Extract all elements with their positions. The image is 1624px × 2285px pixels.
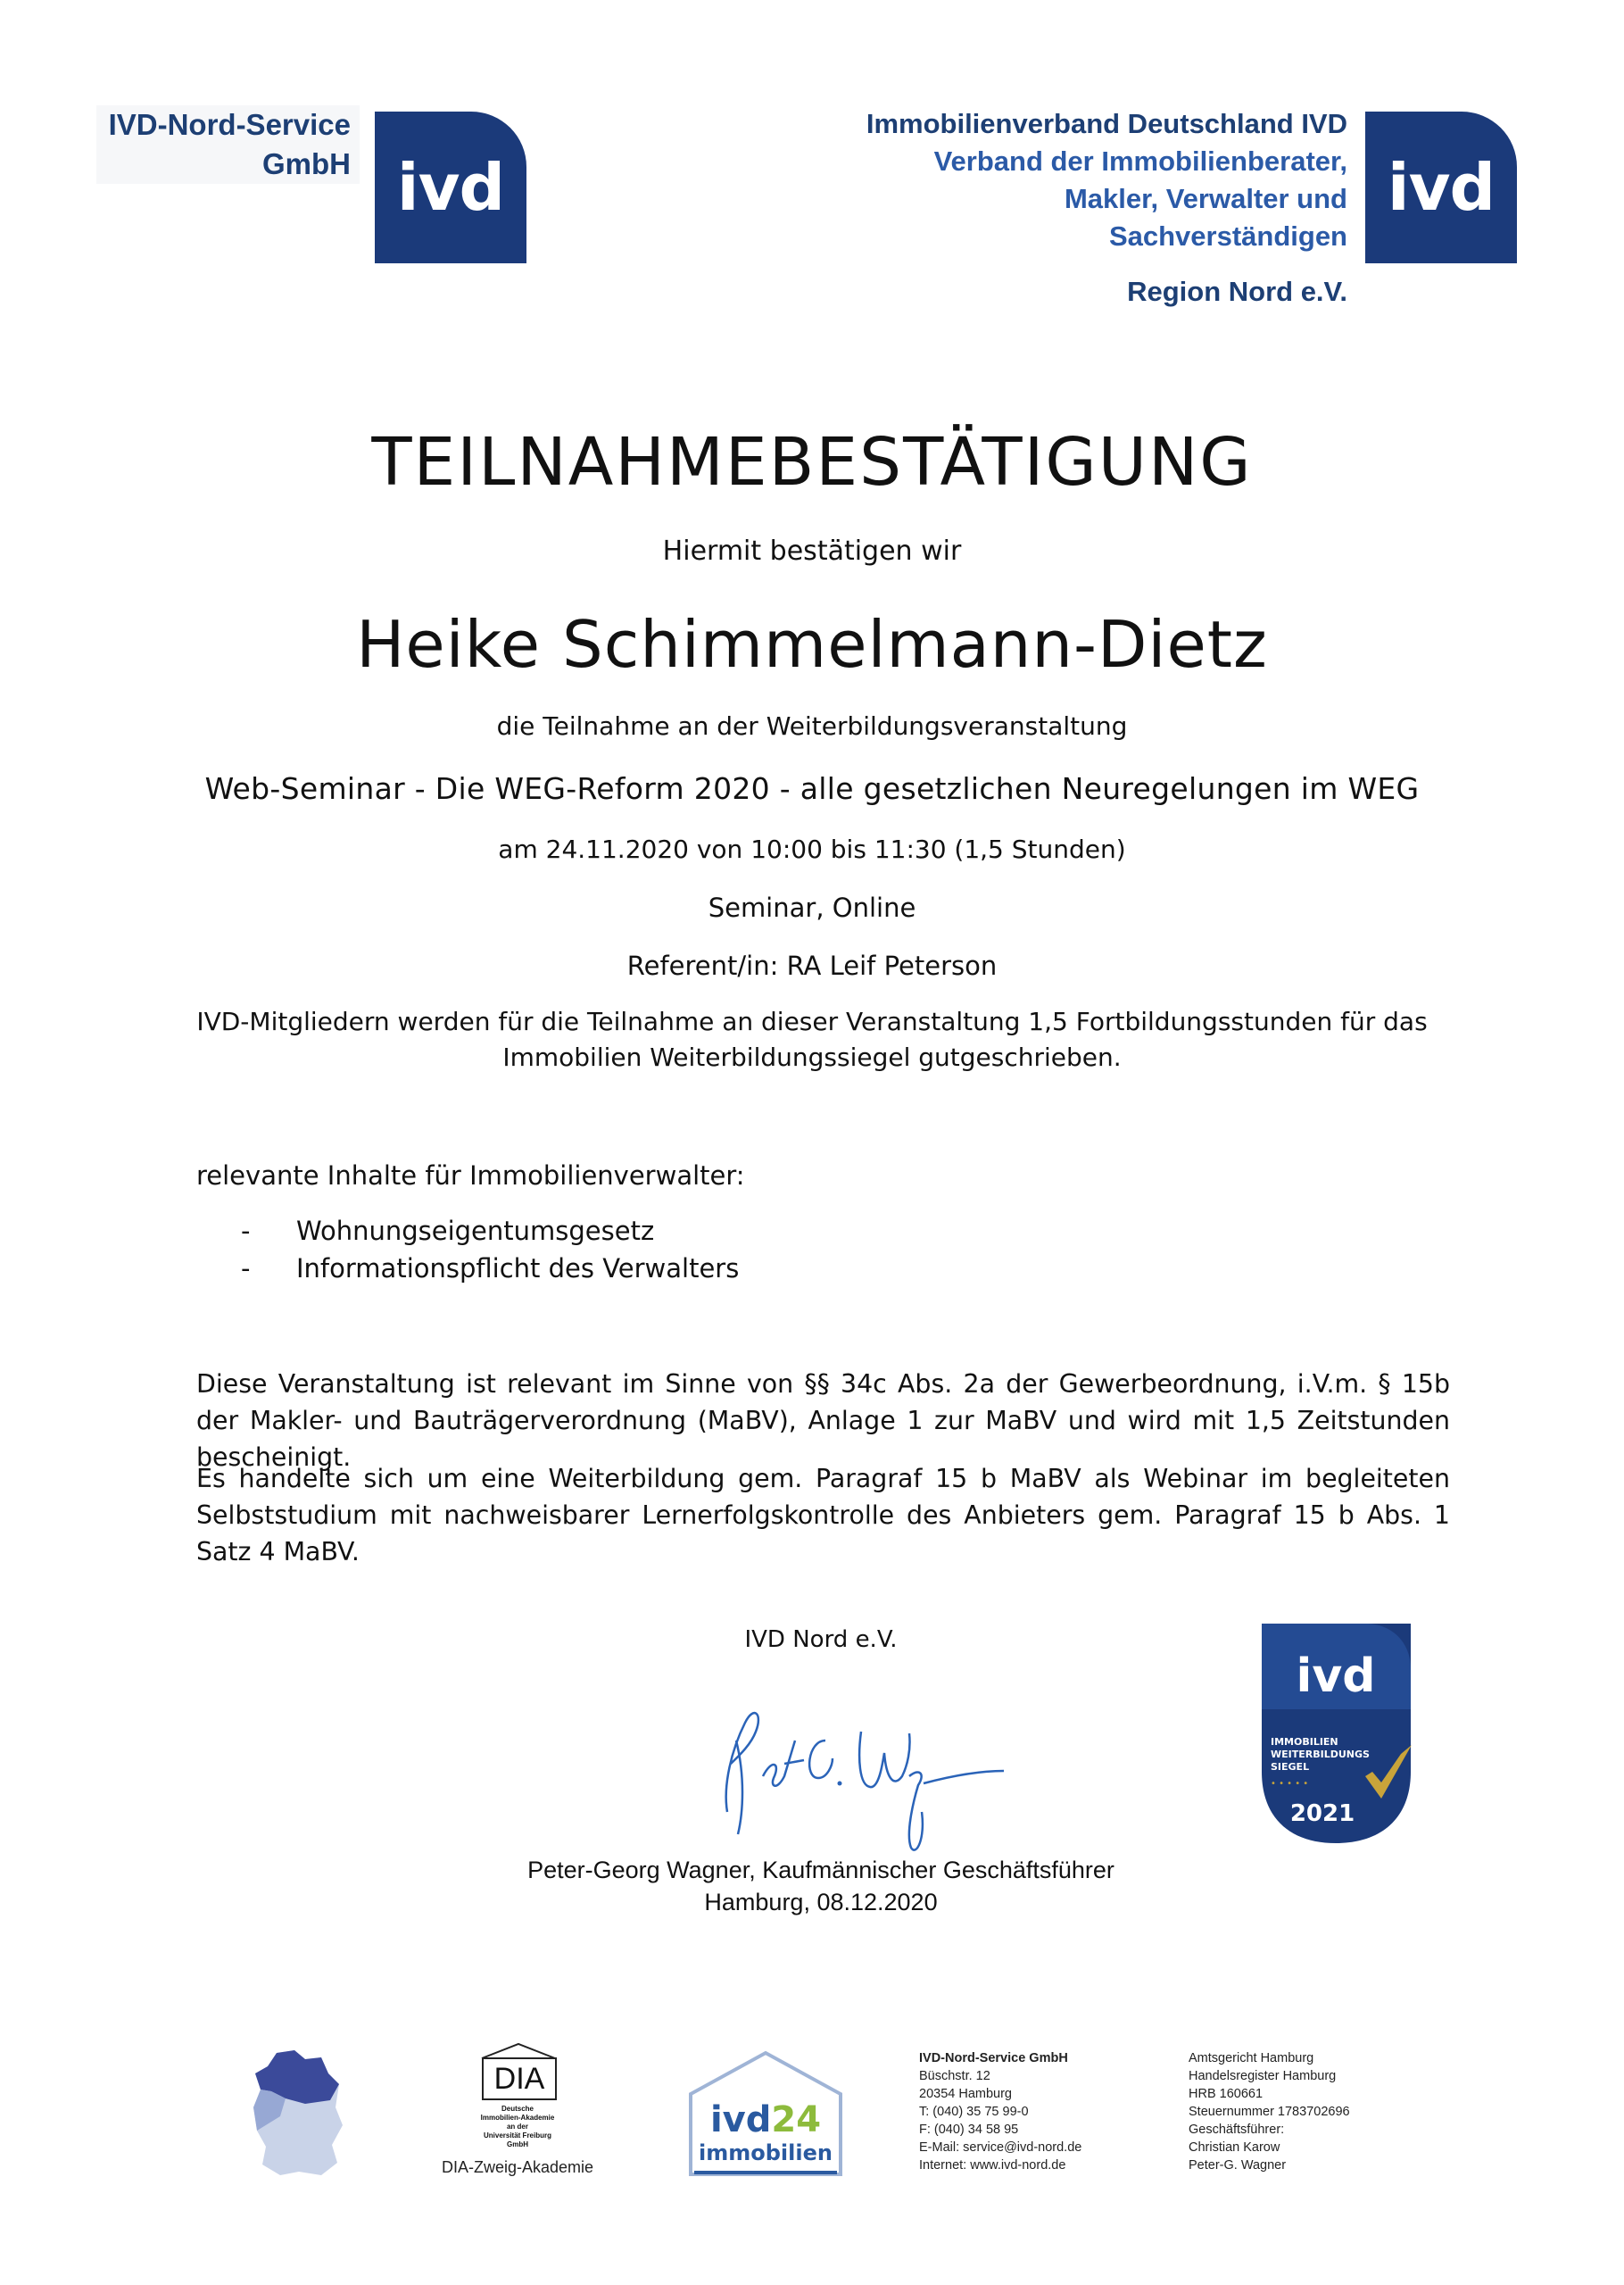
header-right-line1: Immobilienverband Deutschland IVD [866, 108, 1347, 139]
certificate-title: TEILNAHMEBESTÄTIGUNG [371, 424, 1253, 501]
ivd-logo-right [1365, 112, 1517, 263]
dia-subtitle-line: Deutsche [501, 2105, 534, 2113]
list-item-text: Wohnungseigentumsgesetz [296, 1216, 655, 1246]
footer-registry: Handelsregister Hamburg [1189, 2069, 1337, 2083]
signature-image [692, 1678, 1013, 1857]
ivd24-logo [685, 2099, 846, 2140]
footer-court: Amtsgericht Hamburg [1189, 2051, 1314, 2065]
intro-text: Hiermit bestätigen wir [662, 536, 962, 567]
participant-name: Heike Schimmelmann-Dietz [356, 607, 1268, 682]
header-left-line1: IVD-Nord-Service [108, 108, 351, 141]
credit-note [0, 1004, 1624, 1076]
seal-line2: WEITERBILDUNGS [1271, 1749, 1370, 1760]
footer-address [919, 2049, 1081, 2174]
seal-logo: ivd [1296, 1649, 1376, 1703]
signer-name: Peter-Georg Wagner, Kaufmännischer Geschäftsführer [527, 1857, 1114, 1883]
dia-label: DIA-Zweig-Akademie [441, 2158, 594, 2176]
footer-company: IVD-Nord-Service GmbH [919, 2051, 1068, 2065]
dia-subtitle [464, 2105, 571, 2149]
header-right-line4: Region Nord e.V. [1127, 276, 1347, 307]
footer-manager-1: Christian Karow [1189, 2140, 1280, 2155]
list-dash: - [241, 1216, 251, 1246]
dia-subtitle-line: Immobilien-Akademie [480, 2114, 555, 2122]
legal-paragraph-2: Es handelte sich um eine Weiterbildung gem. Paragraf 15 b MaBV als Webinar im begleiteten Selbststudium mit nachweisbarer Lernerfolgskontrolle des Anbieters gem. Paragraf 15 b Abs. 1 Satz 4 MaBV. [196, 1464, 1450, 1566]
ivd24-subtitle: immobilien [699, 2140, 833, 2165]
footer-tax: Steuernummer 1783702696 [1189, 2105, 1350, 2119]
footer-managers-label: Geschäftsführer: [1189, 2123, 1285, 2137]
seminar-format: Seminar, Online [708, 893, 916, 923]
header-left-line2: GmbH [262, 147, 351, 180]
ivd24-logo-b: 24 [771, 2099, 822, 2140]
footer-phone: T: (040) 35 75 99-0 [919, 2105, 1029, 2119]
seminar-title: Web-Seminar - Die WEG-Reform 2020 - alle gesetzlichen Neuregelungen im WEG [204, 771, 1420, 806]
signing-organization: IVD Nord e.V. [744, 1626, 898, 1653]
ivd-logo-right-text: ivd [1387, 150, 1496, 225]
footer-manager-2: Peter-G. Wagner [1189, 2158, 1287, 2173]
dia-subtitle-line: an der [506, 2123, 528, 2131]
footer-email: E-Mail: service@ivd-nord.de [919, 2140, 1082, 2155]
relevant-list [241, 1212, 739, 1287]
relevant-heading: relevante Inhalte für Immobilienverwalter: [196, 1160, 745, 1191]
germany-map-icon [250, 2048, 344, 2178]
header-right-line3: Makler, Verwalter und Sachverständigen [1064, 183, 1347, 252]
list-item [241, 1212, 739, 1250]
header-right-line2: Verband der Immobilienberater, [933, 145, 1347, 177]
dia-subtitle-line: GmbH [507, 2140, 528, 2148]
footer-register [1189, 2049, 1350, 2174]
header-right-org [839, 105, 1347, 311]
ivd-logo-left [375, 112, 526, 263]
seminar-date: am 24.11.2020 von 10:00 bis 11:30 (1,5 Stunden) [498, 835, 1126, 864]
seminar-speaker: Referent/in: RA Leif Peterson [626, 951, 998, 981]
credit-note-line1: IVD-Mitgliedern werden für die Teilnahme an dieser Veranstaltung 1,5 Fortbildungsstunden für das [196, 1007, 1428, 1036]
seal-year: 2021 [1289, 1800, 1355, 1827]
ivd24-logo-a: ivd [709, 2099, 772, 2140]
dia-logo: DIA [482, 2057, 557, 2100]
footer-street: Büschstr. 12 [919, 2069, 990, 2083]
list-dash: - [241, 1253, 251, 1284]
participation-text: die Teilnahme an der Weiterbildungsveranstaltung [496, 711, 1128, 741]
credit-note-line2: Immobilien Weiterbildungssiegel gutgeschrieben. [502, 1043, 1122, 1072]
header-left-org [96, 105, 360, 184]
footer-city: 20354 Hamburg [919, 2087, 1012, 2101]
footer-hrb: HRB 160661 [1189, 2087, 1264, 2101]
list-item [241, 1250, 739, 1287]
dia-subtitle-line: Universität Freiburg [483, 2131, 551, 2140]
weiterbildungssiegel-seal [1258, 1620, 1414, 1848]
list-item-text: Informationspflicht des Verwalters [296, 1253, 740, 1284]
footer-fax: F: (040) 34 58 95 [919, 2123, 1019, 2137]
seal-line1: IMMOBILIEN [1271, 1736, 1338, 1748]
footer-web: Internet: www.ivd-nord.de [919, 2158, 1066, 2173]
signature-place-date: Hamburg, 08.12.2020 [704, 1889, 938, 1915]
seal-stars: • • • • • [1271, 1779, 1309, 1789]
legal-paragraph-1: Diese Veranstaltung ist relevant im Sinne von §§ 34c Abs. 2a der Gewerbeordnung, i.V.m. § 15b der Makler- und Bauträgerverordnung (MaBV), Anlage 1 zur MaBV und wird mit 1,5 Zeitstunden bescheinigt. [196, 1369, 1450, 1472]
seal-line3: SIEGEL [1271, 1761, 1310, 1773]
ivd-logo-left-text: ivd [396, 150, 505, 225]
